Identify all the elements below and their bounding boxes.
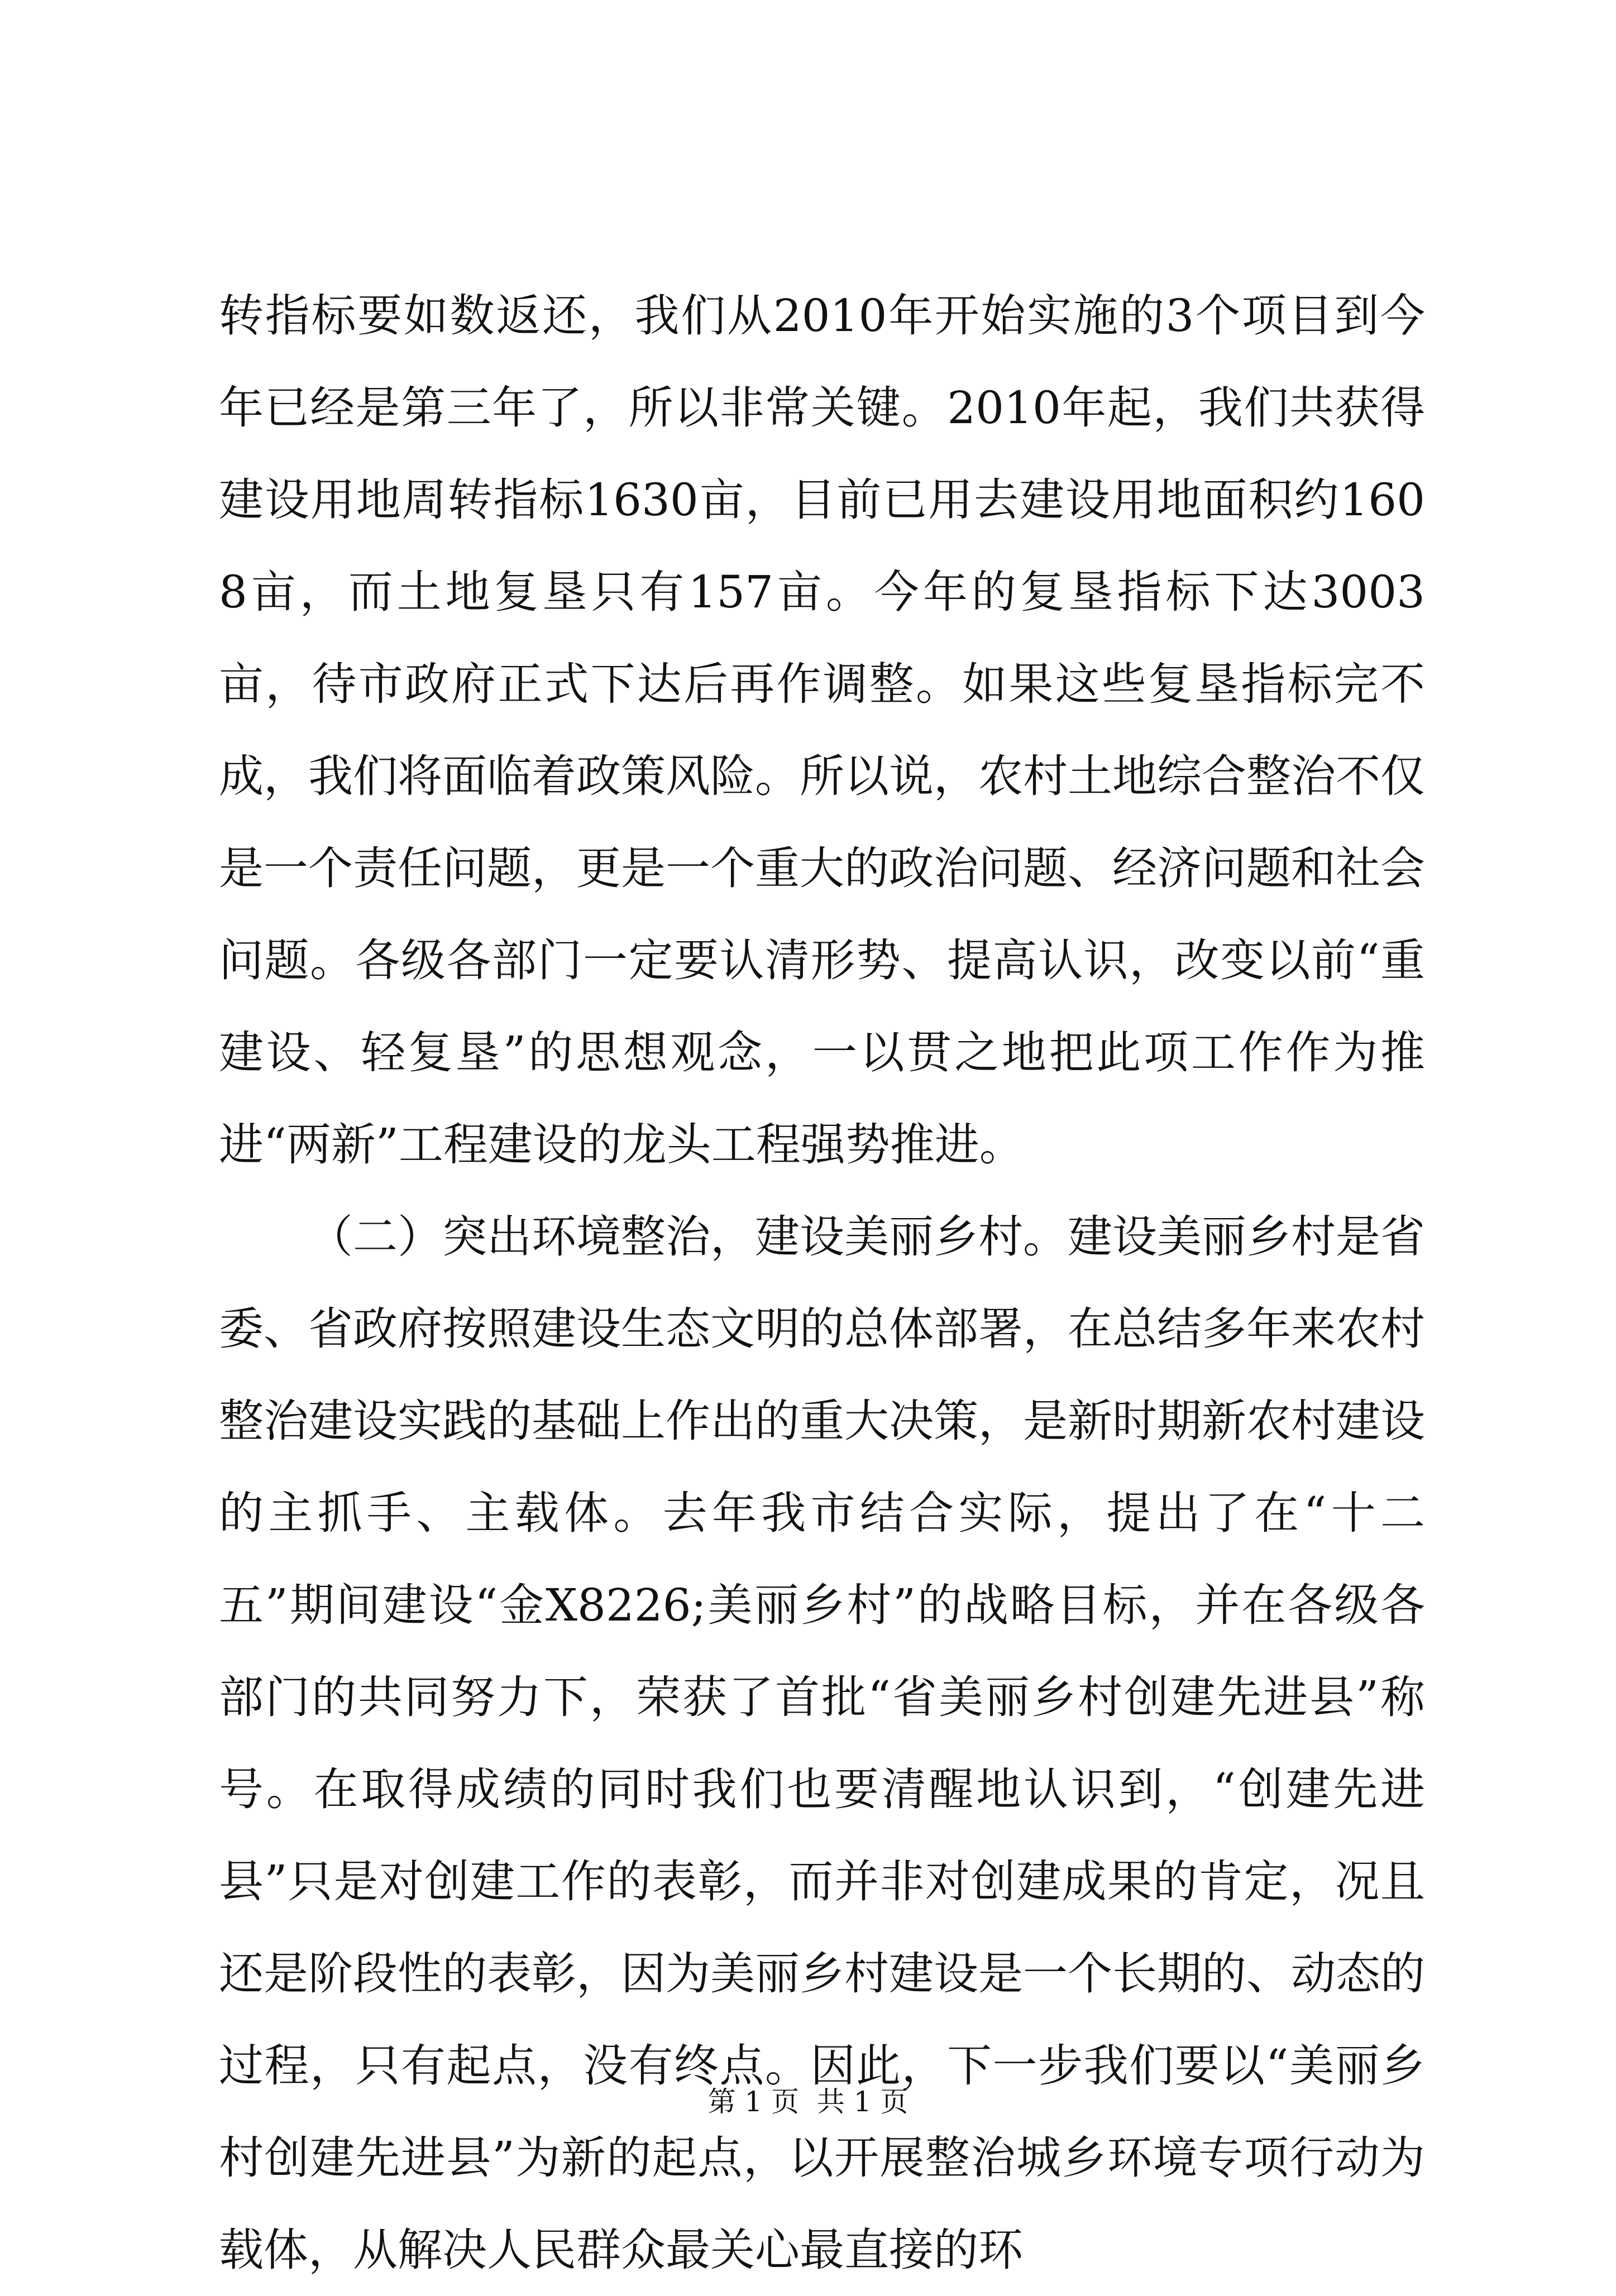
document-body bbox=[219, 270, 1425, 2296]
paragraph-1: 转指标要如数返还，我们从2010年开始实施的3个项目到今年已经是第三年了，所以非常关键。2010年起，我们共获得建设用地周转指标1630亩，目前已用去建设用地面积约1608亩，而土地复垦只有157亩。今年的复垦指标下达3003亩，待市政府正式下达后再作调整。如果这些复垦指标完不成，我们将面临着政策风险。所以说，农村土地综合整治不仅是一个责任问题，更是一个重大的政治问题、经济问题和社会问题。各级各部门一定要认清形势、提高认识，改变以前“重建设、轻复垦”的思想观念，一以贯之地把此项工作作为推进“两新”工程建设的龙头工程强势推进。 bbox=[219, 290, 1425, 1171]
page-footer: 第 1 页 共 1 页 bbox=[707, 2086, 909, 2118]
paragraph-2: （二）突出环境整治，建设美丽乡村。建设美丽乡村是省委、省政府按照建设生态文明的总体部署，在总结多年来农村整治建设实践的基础上作出的重大决策，是新时期新农村建设的主抓手、主载体。去年我市结合实际，提出了在“十二五”期间建设“金X8226;美丽乡村”的战略目标，并在各级各部门的共同努力下，荣获了首批“省美丽乡村创建先进县”称号。在取得成绩的同时我们也要清醒地认识到，“创建先进县”只是对创建工作的表彰，而并非对创建成果的肯定，况且还是阶段性的表彰，因为美丽乡村建设是一个长期的、动态的过程，只有起点，没有终点。因此，下一步我们要以“美丽乡村创建先进县”为新的起点，以开展整治城乡环境专项行动为载体，从解决人民群众最关心最直接的环 bbox=[219, 1211, 1425, 2276]
